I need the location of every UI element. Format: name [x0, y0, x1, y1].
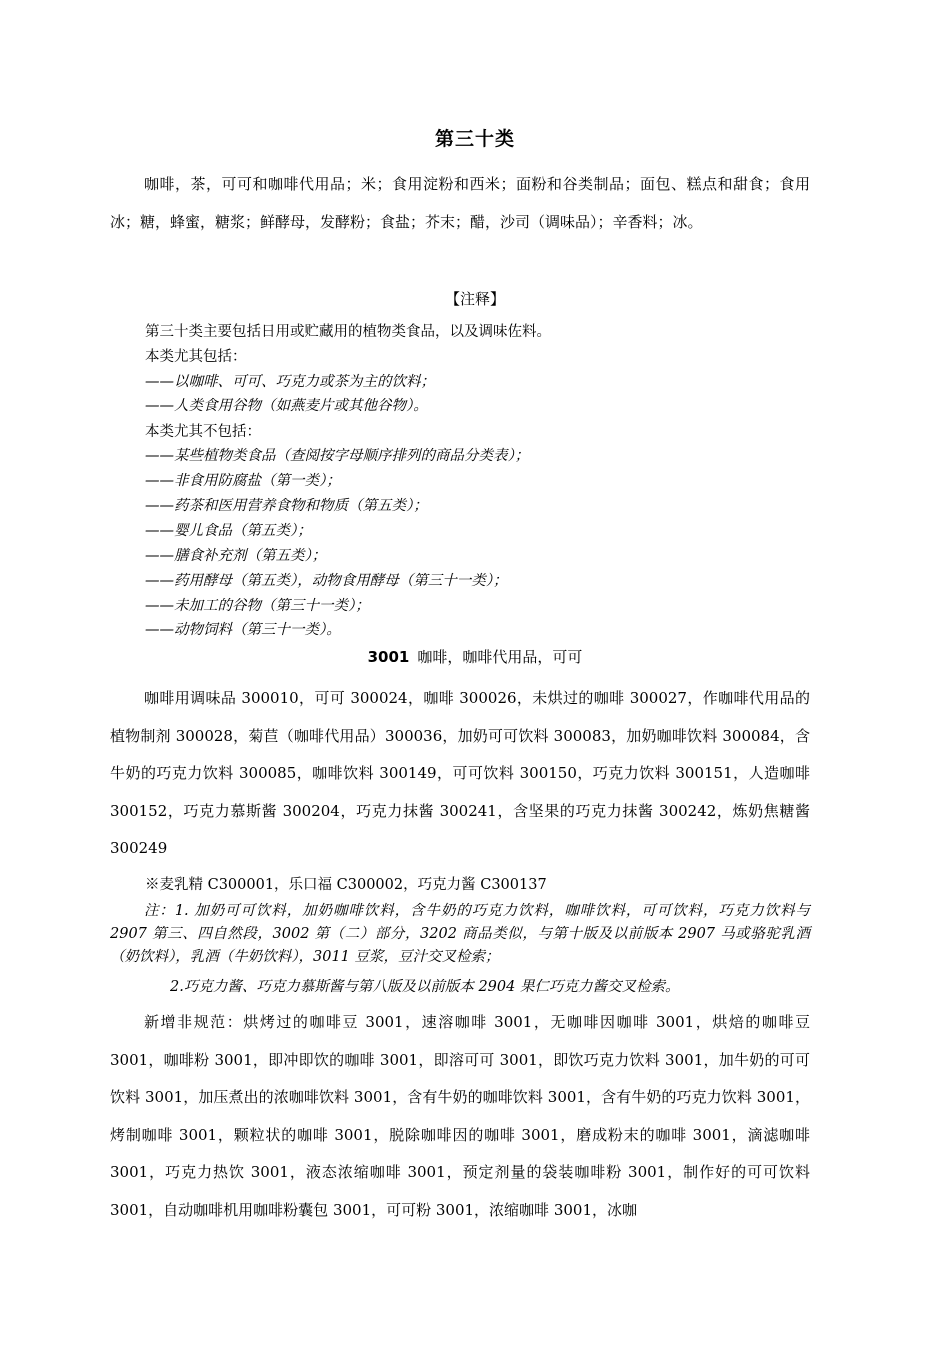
exclude-item: ——某些植物类食品（查阅按字母顺序排列的商品分类表）； [145, 448, 530, 464]
include-item: ——以咖啡、可可、巧克力或茶为主的饮料； [145, 374, 435, 390]
annotation-intro: 第三十类主要包括日用或贮藏用的植物类食品，以及调味佐料。 [145, 324, 551, 340]
exclude-item: ——药用酵母（第五类），动物食用酵母（第三十一类）； [145, 573, 508, 589]
exclude-item: ——非食用防腐盐（第一类）； [145, 473, 341, 489]
annotation-heading: 【注释】 [444, 290, 505, 308]
exclude-item: ——未加工的谷物（第三十一类）； [145, 598, 370, 614]
new-nonstandard-paragraph: 新增非规范：烘烤过的咖啡豆 3001，速溶咖啡 3001，无咖啡因咖啡 3001，烘焙的咖啡豆 3001，咖啡粉 3001，即冲即饮的咖啡 3001，即溶可可 3001，即饮巧克力饮料 3001，加牛奶的可可饮料 3001，加压煮出的浓咖啡饮料 3001，含有牛奶的咖啡饮料 3001，含有牛奶的巧克力饮料 3001，烤制咖啡 3001，颗粒状的咖啡 3001，脱除咖啡因的咖啡 3001，磨成粉末的咖啡 3001，滴滤咖啡 3001，巧克力热饮 3001，液态浓缩咖啡 3001，预定剂量的袋装咖啡粉 3001，制作好的可可饮料 3001，自动咖啡机用咖啡粉囊包 3001，可可粉 3001，浓缩咖啡 3001，冰咖 [110, 1013, 810, 1219]
note-2: 2.巧克力酱、巧克力慕斯酱与第八版及以前版本 2904 果仁巧克力酱交叉检索。 [170, 979, 680, 995]
class-heading-paragraph: 咖啡，茶，可可和咖啡代用品；米；食用淀粉和西米；面粉和谷类制品；面包、糕点和甜食；食用冰；糖，蜂蜜，糖浆；鲜酵母，发酵粉；食盐；芥末；醋，沙司（调味品）；辛香料；冰。 [110, 175, 810, 231]
exclude-item: ——动物饲料（第三十一类）。 [145, 622, 341, 638]
include-label: 本类尤其包括： [145, 349, 247, 365]
note-1: 注：1. 加奶可可饮料，加奶咖啡饮料，含牛奶的巧克力饮料，咖啡饮料，可可饮料，巧克力饮料与 2907 第三、四自然段，3002 第（二）部分，3202 商品类似，与第十版及以前版本 2907 马或骆驼乳酒（奶饮料），乳酒（牛奶饮料），3011 豆浆，豆汁交叉检索； [110, 903, 810, 965]
exclude-label: 本类尤其不包括： [145, 424, 261, 440]
goods-paragraph: 咖啡用调味品 300010，可可 300024，咖啡 300026，未烘过的咖啡 300027，作咖啡代用品的植物制剂 300028，菊苣（咖啡代用品）300036，加奶可可饮料 300083，加奶咖啡饮料 300084，含牛奶的巧克力饮料 300085，咖啡饮料 300149，可可饮料 300150，巧克力饮料 300151，人造咖啡 300152，巧克力慕斯酱 300204，巧克力抹酱 300241，含坚果的巧克力抹酱 300242，炼奶焦糖酱 300249 [110, 689, 810, 857]
exclude-item: ——药茶和医用营养食物和物质（第五类）； [145, 498, 428, 514]
group-name: 咖啡，咖啡代用品，可可 [417, 648, 583, 666]
non-standard-line: ※麦乳精 C300001，乐口福 C300002，巧克力酱 C300137 [145, 877, 547, 893]
exclude-item: ——婴儿食品（第五类）； [145, 523, 312, 539]
include-item: ——人类食用谷物（如燕麦片或其他谷物）。 [145, 398, 428, 414]
group-code: 3001 [367, 648, 410, 666]
exclude-item: ——膳食补充剂（第五类）； [145, 548, 327, 564]
group-heading [0, 646, 950, 667]
page-title: 第三十类 [434, 128, 515, 150]
